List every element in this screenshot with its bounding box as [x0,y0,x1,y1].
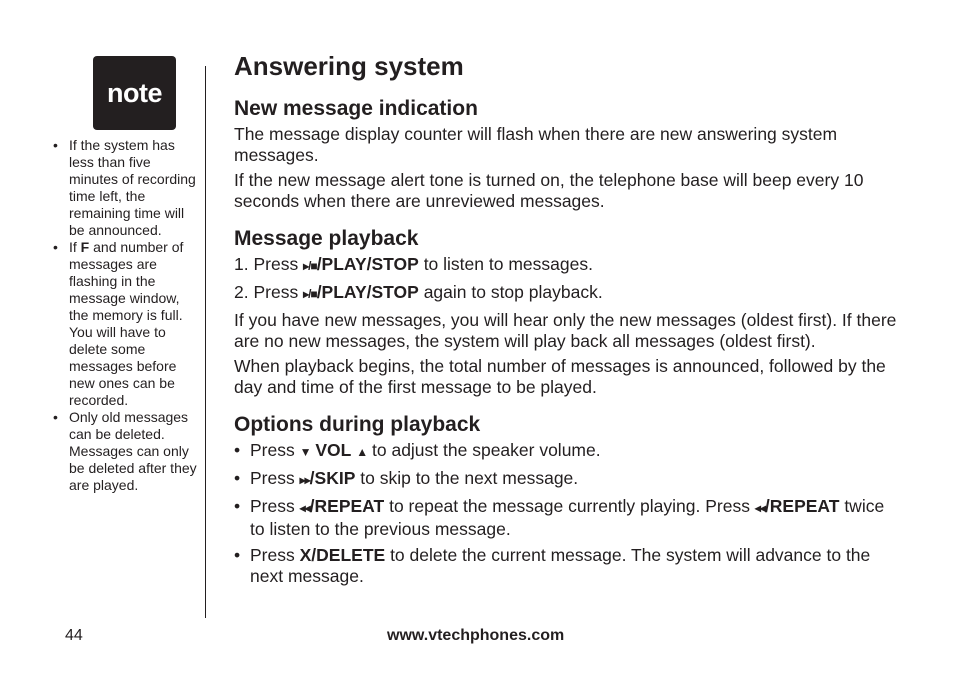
paragraph: If you have new messages, you will hear only the new messages (oldest first). If there are no new messages, the system will play back all messages (oldest first). [234,310,897,351]
page-title: Answering system [234,51,464,81]
repeat-icon: ◂◂ [754,501,765,515]
item-text: Press [250,468,295,488]
list-item [234,468,898,491]
options-list [234,440,898,587]
list-item [234,440,898,463]
key-repeat: /REPEAT [309,496,385,516]
section-new-message-indication [234,96,898,212]
play-stop-icon: ▸/■ [303,287,317,301]
item-text: twice to listen to the previous message. [250,496,885,539]
item-text: to delete the current message. The system will advance to the next message. [250,545,871,586]
item-text: to repeat the message currently playing. Press [389,496,750,516]
paragraph: The message display counter will flash when there are new answering system messages. [234,124,838,165]
sidebar-note-item [52,239,202,409]
skip-icon: ▸▸ [299,473,310,487]
list-item [234,496,898,540]
section-heading: Message playback [234,227,419,250]
paragraph: When playback begins, the total number of messages is announced, followed by the day and time of the first message to be played. [234,356,886,397]
key-play-stop: /PLAY/STOP [316,254,419,274]
footer-url: www.vtechphones.com [387,627,565,644]
section-options-during-playback [234,412,898,587]
page-number: 44 [65,627,83,644]
volume-down-icon: ▼ [299,445,311,459]
sidebar-note-text: Only old messages can be deleted. Messages can only be deleted after they are played. [69,409,197,493]
section-message-playback [234,226,898,398]
step-text: again to stop playback. [423,282,603,302]
step-text: to listen to messages. [423,254,593,274]
repeat-icon: ◂◂ [299,501,310,515]
sidebar-note-text: If [69,239,77,255]
paragraph: If the new message alert tone is turned on, the telephone base will beep every 10 seconds when there are unreviewed messages. [234,170,864,211]
key-play-stop: /PLAY/STOP [316,282,419,302]
item-text: Press [250,545,295,565]
step-item [234,282,898,305]
step-item [234,254,898,277]
sidebar-note-text: and number of messages are flashing in the message window, the memory is full. You will have to delete some messages before new ones can be recorded. [69,239,184,408]
step-text: 2. Press [234,282,299,302]
item-text: to skip to the next message. [360,468,579,488]
sidebar-note-text: If the system has less than five minutes of recording time left, the remaining time will be announced. [69,137,196,238]
item-text: to adjust the speaker volume. [372,440,601,460]
note-badge-label: note [107,77,162,108]
sidebar-note-item [52,137,202,239]
sidebar-notes [52,137,202,494]
step-text: 1. Press [234,254,299,274]
section-heading: Options during playback [234,413,481,436]
playback-steps [234,254,898,305]
key-f: F [80,239,90,255]
key-skip: /SKIP [309,468,356,488]
key-repeat: /REPEAT [764,496,840,516]
sidebar-note-item [52,409,202,494]
note-badge [93,56,176,130]
main-content [234,50,898,592]
key-delete: X/DELETE [299,545,386,565]
section-heading: New message indication [234,97,478,120]
item-text: Press [250,440,295,460]
volume-up-icon: ▲ [356,445,368,459]
vertical-divider [205,66,206,618]
key-vol: VOL [315,440,352,460]
play-stop-icon: ▸/■ [303,259,317,273]
list-item [234,545,898,587]
item-text: Press [250,496,295,516]
